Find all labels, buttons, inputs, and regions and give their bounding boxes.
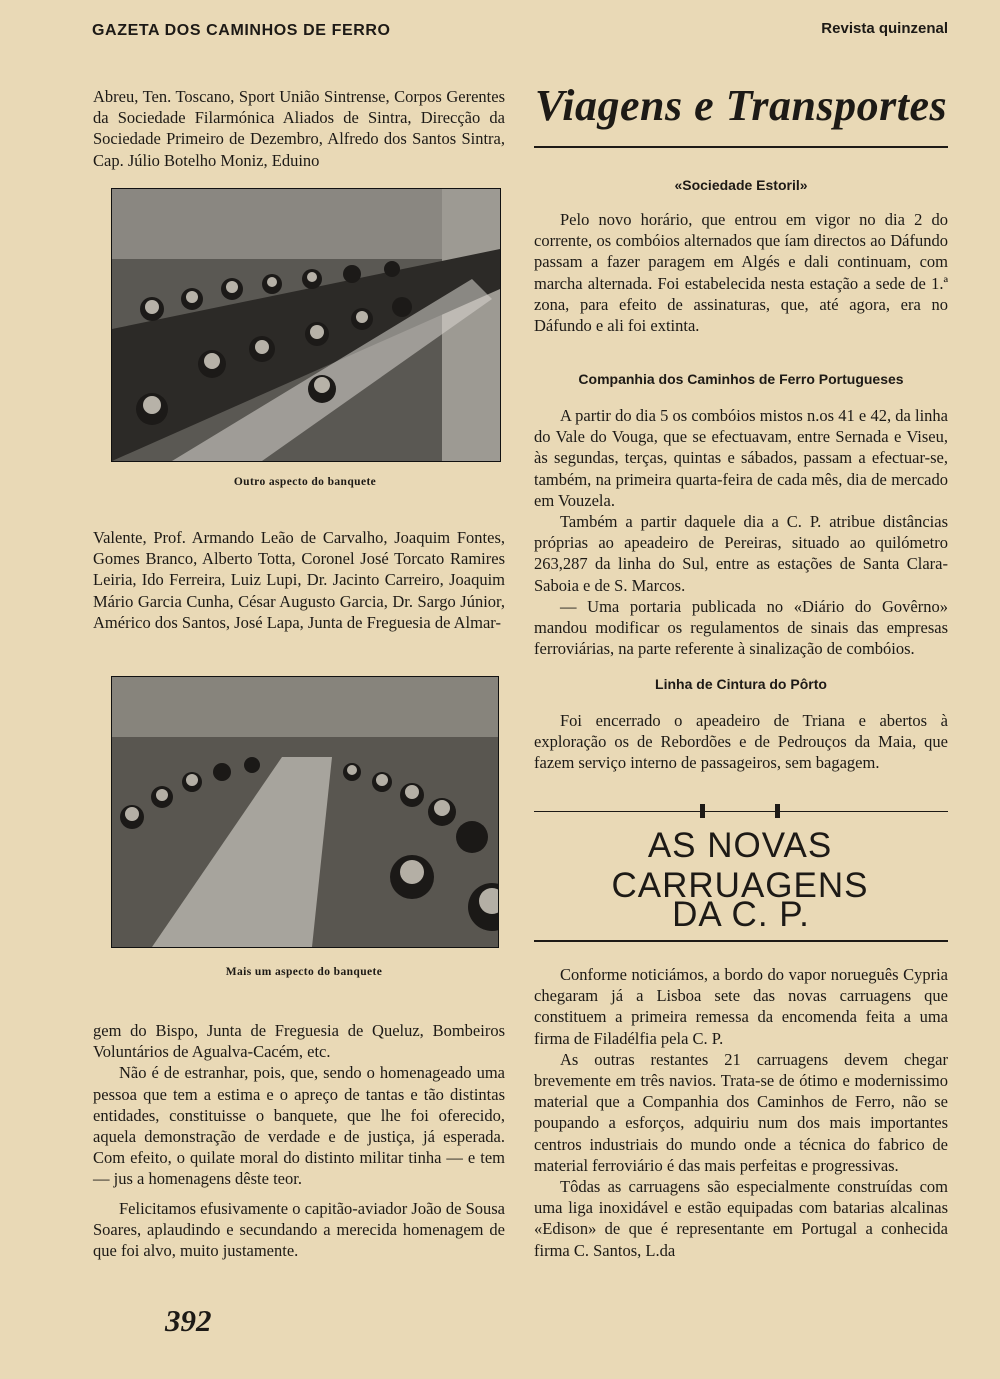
cp-paragraph-3: — Uma portaria publicada no «Diário do Govêrno» mandou modificar os regulamentos de sinais das empresas ferroviárias, na parte referente à sinalização de combóios. [534,596,948,659]
estoril-paragraph: Pelo novo horário, que entrou em vigor no dia 2 do corrente, os combóios alternados que íam directos ao Dáfundo passam a fazer paragem em Algés e dali continuam, com marcha alternada. Foi estabelecida nesta estação a sede de 1.ª zona, para efeito de assinaturas, que, até agora, era no Dáfundo e ali foi extinta. [534,210,948,336]
photo-1-caption: Outro aspecto do banquete [233,476,377,488]
running-header-title: GAZETA DOS CAMINHOS DE FERRO [92,22,391,39]
divider-marker-right [775,804,780,818]
estoril-text-block [534,209,948,336]
left-bottom-paragraph-1: gem do Bispo, Junta de Freguesia de Queluz, Bombeiros Voluntários de Agualva-Cacém, etc. [93,1021,505,1062]
banquet-photo-1-image [112,189,500,461]
carruagens-paragraph-2: As outras restantes 21 carruagens devem chegar brevemente em três navios. Trata-se de ótimo e modernissimo material que a Companhia dos Caminhos de Ferro, não se poupando a esforços, adquiriu num dos mais importantes centros industriais do mundo onde a técnica do fabrico de material ferroviário é das mais perfeitas e progressivas. [534,1049,948,1175]
cintura-text-block [534,710,948,774]
left-top-text-block [93,86,505,171]
cp-paragraph-2: Também a partir daquele dia a C. P. atribue distâncias próprias ao apeadeiro de Pereiras, situado ao quilómetro 263,287 da linha do Sul, entre as estações de Santa Clara-Saboia e de S. Marcos. [534,512,948,595]
banquet-photo-2 [111,676,499,948]
divider-rule [534,811,948,812]
carruagens-text-block [534,964,948,1261]
carruagens-paragraph-1: Conforme noticiámos, a bordo do vapor norueguês Cypria chegaram já a Lisboa sete das novas carruagens que constituem a primeira remessa da encomenda feita a uma firma de Filadélfia pela C. P. [534,965,948,1048]
cp-paragraph-1: A partir do dia 5 os combóios mistos n.os 41 e 42, da linha do Vale do Vouga, que se efectuavam, entre Sernada e Viseu, às segundas, terças, quintas e sábados, passam a efectuar-se, também, na primeira quarta-feira de cada mês, dia de mercado em Vouzela. [534,406,948,510]
cp-text-block [534,405,948,659]
left-middle-text-block [93,527,505,633]
subheading-sociedade-estoril: «Sociedade Estoril» [674,177,808,193]
banquet-photo-1 [111,188,501,462]
left-middle-paragraph: Valente, Prof. Armando Leão de Carvalho, Joaquim Fontes, Gomes Branco, Alberto Totta, Coronel José Torcato Ramires Leiria, Ido Ferreira, Luiz Lupi, Dr. Jacinto Carreiro, Joaquim Mário Garcia Cunha, César Augusto Garcia, Dr. Sargo Júnior, Américo dos Santos, José Lapa, Junta de Freguesia de Almar- [93,528,505,632]
left-bottom-paragraph-2: Não é de estranhar, pois, que, sendo o homenageado uma pessoa que tem a estima e o apreço de tantas e tão distintas entidades, constituisse o banquete, que lhe foi oferecido, aquela demonstração de verdade e de justiça, já esperada. Com efeito, o quilate moral do distinto militar tinha — e tem — jus a homenagens dêste teor. [93,1063,505,1189]
left-bottom-paragraph-3: Felicitamos efusivamente o capitão-aviador João de Sousa Soares, aplaudindo e secundando a merecida homenagem de que foi alvo, muito justamente. [93,1198,505,1261]
article-title-line-1: AS NOVAS CARRUAGENS [611,826,869,905]
carruagens-paragraph-3: Tôdas as carruagens são especialmente construídas com uma liga inoxidável e estão equipadas com batarias alcalinas «Edison» de que é representante em Portugal a conhecida firma C. Santos, L.da [534,1177,948,1260]
section-title: Viagens e Transportes [534,81,948,130]
article-title-rule [534,940,948,942]
left-top-paragraph: Abreu, Ten. Toscano, Sport União Sintrense, Corpos Gerentes da Sociedade Filarmónica Aliados de Sintra, Direcção da Sociedade Primeiro de Dezembro, Alfredo dos Santos Sintra, Cap. Júlio Botelho Moniz, Eduino [93,87,505,170]
banquet-photo-2-image [112,677,498,947]
article-title-line-2: DA C. P. [672,895,810,934]
running-header-subtitle: Revista quinzenal [821,20,948,37]
left-bottom-text-block [93,1020,505,1261]
photo-2-caption: Mais um aspecto do banquete [225,966,383,978]
section-title-rule [534,146,948,148]
subheading-companhia-cp: Companhia dos Caminhos de Ferro Portugueses [578,371,904,387]
divider-marker-left [700,804,705,818]
cintura-paragraph: Foi encerrado o apeadeiro de Triana e abertos à exploração os de Rebordões e de Pedrouços da Maia, que fazem serviço interno de passageiros, sem bagagem. [534,711,948,773]
page-number: 392 [165,1303,212,1338]
subheading-linha-cintura: Linha de Cintura do Pôrto [655,676,827,692]
